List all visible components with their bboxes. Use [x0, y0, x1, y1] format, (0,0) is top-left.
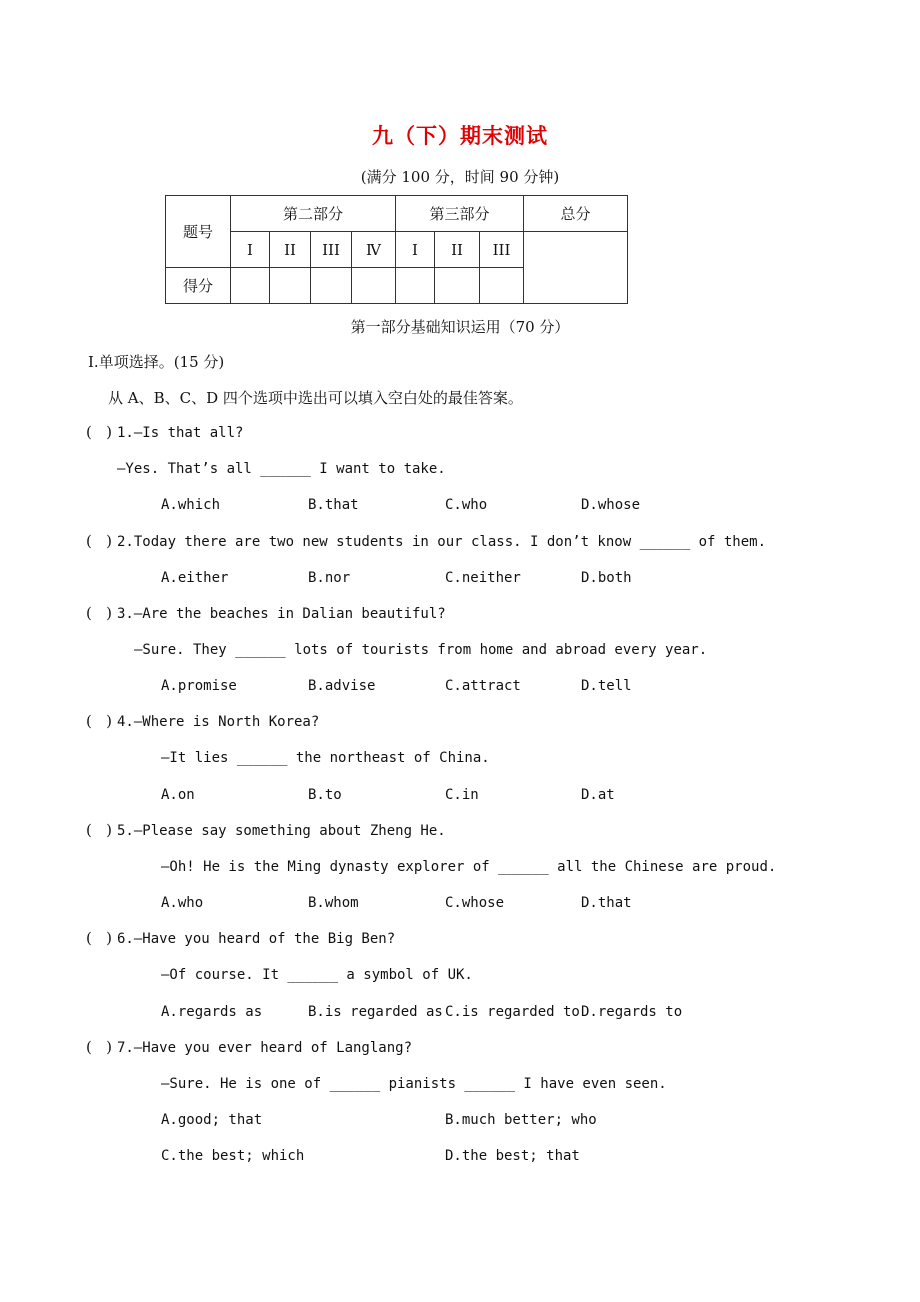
- part2-col: Ⅳ: [352, 232, 396, 268]
- question-text: 5.—Please say something about Zheng He.: [117, 823, 446, 839]
- answer-blank: ( ): [86, 929, 113, 947]
- part2-col: II: [270, 232, 311, 268]
- score-cell: [480, 268, 524, 304]
- option-a: A.regards as: [161, 1004, 263, 1020]
- option-c: C.attract: [445, 678, 521, 694]
- question-text: 1.—Is that all?: [117, 425, 244, 441]
- total-header: 总分: [524, 196, 628, 232]
- part1-heading: Ⅰ.单项选择。(15 分): [88, 353, 225, 371]
- option-d: D.the best; that: [445, 1148, 580, 1164]
- answer-blank: ( ): [86, 1038, 113, 1056]
- question-reply: —Sure. They ______ lots of tourists from home and abroad every year.: [134, 642, 708, 658]
- part2-col: I: [231, 232, 270, 268]
- option-c: C.neither: [445, 570, 521, 586]
- option-d: D.both: [581, 570, 632, 586]
- option-b: B.advise: [308, 678, 376, 694]
- question-reply: —Oh! He is the Ming dynasty explorer of ______ all the Chinese are proud.: [161, 859, 777, 875]
- option-a: A.which: [161, 497, 221, 513]
- part2-col: III: [311, 232, 352, 268]
- question-reply: —Sure. He is one of ______ pianists ______ I have even seen.: [161, 1076, 667, 1092]
- question-text: 4.—Where is North Korea?: [117, 714, 320, 730]
- option-b: B.to: [308, 787, 342, 803]
- option-c: C.who: [445, 497, 488, 513]
- part3-col: I: [396, 232, 435, 268]
- option-d: D.whose: [581, 497, 641, 513]
- answer-blank: ( ): [86, 532, 113, 550]
- question-reply: —It lies ______ the northeast of China.: [161, 750, 490, 766]
- question-reply: —Yes. That’s all ______ I want to take.: [117, 461, 446, 477]
- option-c: C.is regarded to: [445, 1004, 580, 1020]
- score-cell: [352, 268, 396, 304]
- question-text: 7.—Have you ever heard of Langlang?: [117, 1040, 413, 1056]
- option-d: D.tell: [581, 678, 632, 694]
- part3-header: 第三部分: [396, 196, 524, 232]
- score-cell: [311, 268, 352, 304]
- option-d: D.at: [581, 787, 615, 803]
- score-cell: [270, 268, 311, 304]
- question-reply: —Of course. It ______ a symbol of UK.: [161, 967, 473, 983]
- answer-blank: ( ): [86, 712, 113, 730]
- option-b: B.is regarded as: [308, 1004, 443, 1020]
- option-a: A.promise: [161, 678, 237, 694]
- total-score-cell: [524, 232, 628, 304]
- option-b: B.whom: [308, 895, 359, 911]
- option-d: D.that: [581, 895, 632, 911]
- option-b: B.that: [308, 497, 359, 513]
- score-cell: [231, 268, 270, 304]
- option-a: A.on: [161, 787, 195, 803]
- part3-col: III: [480, 232, 524, 268]
- question-number-label: 题号: [166, 196, 231, 268]
- option-c: C.whose: [445, 895, 505, 911]
- answer-blank: ( ): [86, 821, 113, 839]
- option-d: D.regards to: [581, 1004, 683, 1020]
- question-text: 2.Today there are two new students in our class. I don’t know ______ of them.: [117, 534, 767, 550]
- option-a: A.either: [161, 570, 229, 586]
- section1-title: 第一部分基础知识运用（70 分）: [350, 318, 570, 336]
- option-c: C.the best; which: [161, 1148, 305, 1164]
- part2-header: 第二部分: [231, 196, 396, 232]
- score-label: 得分: [166, 268, 231, 304]
- answer-blank: ( ): [86, 423, 113, 441]
- option-a: A.good; that: [161, 1112, 263, 1128]
- score-cell: [435, 268, 480, 304]
- option-b: B.much better; who: [445, 1112, 597, 1128]
- score-cell: [396, 268, 435, 304]
- question-text: 3.—Are the beaches in Dalian beautiful?: [117, 606, 446, 622]
- part1-instruction: 从 A、B、C、D 四个选项中选出可以填入空白处的最佳答案。: [108, 389, 523, 407]
- answer-blank: ( ): [86, 604, 113, 622]
- option-b: B.nor: [308, 570, 351, 586]
- option-c: C.in: [445, 787, 479, 803]
- score-table: [165, 195, 628, 304]
- part3-col: II: [435, 232, 480, 268]
- page-title: 九（下）期末测试: [372, 123, 548, 148]
- exam-info: (满分 100 分，时间 90 分钟): [360, 168, 560, 186]
- question-text: 6.—Have you heard of the Big Ben?: [117, 931, 396, 947]
- option-a: A.who: [161, 895, 204, 911]
